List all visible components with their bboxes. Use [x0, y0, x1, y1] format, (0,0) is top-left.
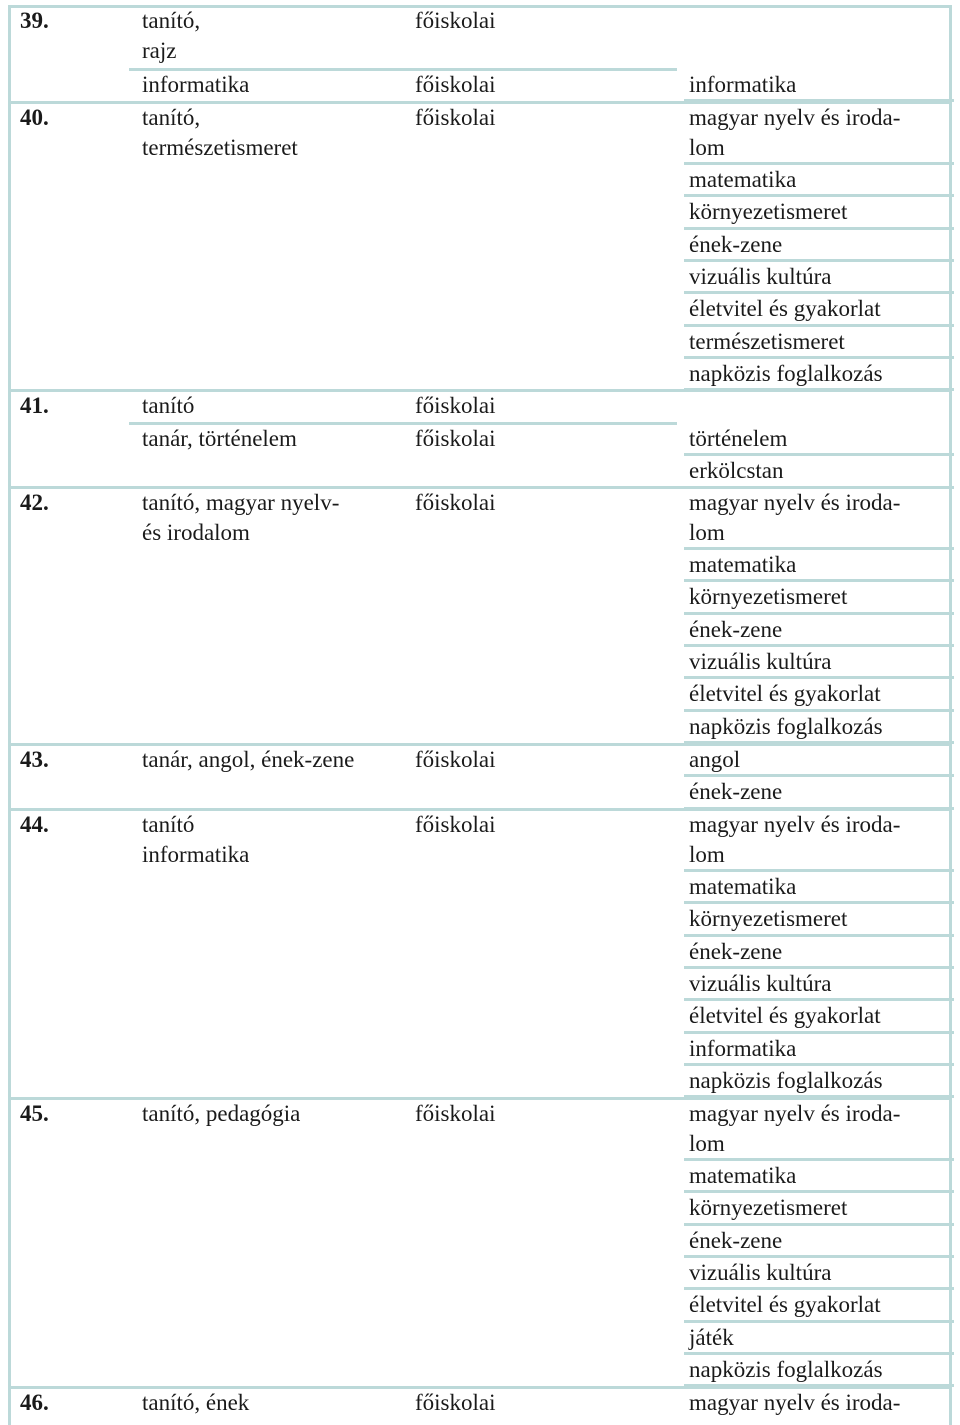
subject: matematika	[689, 874, 797, 899]
subject: angol	[689, 747, 741, 772]
subject: ének-zene	[689, 938, 783, 964]
subject: napközis foglalkozás	[689, 713, 883, 739]
subject: napközis foglalkozás	[689, 360, 883, 386]
subject: napközis foglalkozás	[689, 1067, 883, 1093]
subject: informatika	[689, 1035, 797, 1061]
subject: környezetismeret	[689, 906, 848, 932]
row-number: 45.	[20, 1101, 49, 1126]
subject: játék	[689, 1324, 734, 1350]
subject: napközis foglalkozás	[689, 1356, 883, 1382]
row-rule	[11, 743, 952, 746]
position-name: tanító,	[142, 8, 201, 33]
education-level: főiskolai	[415, 105, 496, 130]
subject: magyar nyelv és iroda-	[689, 1390, 901, 1415]
position-name: tanító, ének	[142, 1390, 250, 1415]
subject: természetismeret	[689, 328, 845, 354]
subject: történelem	[689, 426, 788, 451]
education-level: főiskolai	[415, 490, 496, 515]
subject: életvitel és gyakorlat	[689, 296, 881, 322]
subject: ének-zene	[689, 231, 783, 257]
subject: vizuális kultúra	[689, 648, 832, 674]
position-name: természetismeret	[142, 135, 298, 160]
subject: életvitel és gyakorlat	[689, 1292, 881, 1318]
subject: vizuális kultúra	[689, 970, 832, 996]
row-number: 44.	[20, 812, 49, 837]
position-name: tanár, angol, ének-zene	[142, 747, 355, 772]
row-number: 46.	[20, 1390, 49, 1415]
subject: lom	[689, 842, 725, 867]
subject: környezetismeret	[689, 199, 848, 225]
subject: matematika	[689, 1163, 797, 1188]
position-name: informatika	[142, 72, 250, 97]
row-number: 43.	[20, 747, 49, 772]
subject: vizuális kultúra	[689, 1259, 832, 1285]
row-rule	[11, 486, 952, 489]
row-rule	[11, 101, 952, 104]
education-level: főiskolai	[415, 1390, 496, 1415]
subject: informatika	[689, 72, 797, 97]
position-name: tanító	[142, 812, 195, 837]
row-number: 41.	[20, 393, 49, 418]
position-name: és irodalom	[142, 520, 250, 545]
education-level: főiskolai	[415, 1101, 496, 1126]
education-level: főiskolai	[415, 72, 496, 97]
subject: matematika	[689, 167, 797, 192]
position-name: tanító, pedagógia	[142, 1101, 301, 1126]
row-rule	[11, 808, 952, 811]
row-number: 40.	[20, 105, 49, 130]
education-level: főiskolai	[415, 747, 496, 772]
education-level: főiskolai	[415, 8, 496, 33]
education-level: főiskolai	[415, 812, 496, 837]
row-number: 39.	[20, 8, 49, 33]
subject: lom	[689, 1131, 725, 1156]
subject: matematika	[689, 552, 797, 577]
position-name: tanár, történelem	[142, 426, 297, 451]
subject: környezetismeret	[689, 1195, 848, 1221]
row-number: 42.	[20, 490, 49, 515]
row-rule	[11, 389, 952, 392]
subject: ének-zene	[689, 1227, 783, 1253]
position-name: tanító,	[142, 105, 201, 130]
subject: erkölcstan	[689, 458, 784, 484]
sub-row-rule	[129, 422, 677, 425]
sub-row-rule	[129, 68, 677, 71]
subject: magyar nyelv és iroda-	[689, 1101, 901, 1126]
subject: környezetismeret	[689, 584, 848, 610]
position-name: tanító, magyar nyelv-	[142, 490, 340, 515]
subject: ének-zene	[689, 779, 783, 805]
subject: lom	[689, 135, 725, 160]
subject: vizuális kultúra	[689, 263, 832, 289]
subject: ének-zene	[689, 616, 783, 642]
subject: életvitel és gyakorlat	[689, 681, 881, 707]
position-name: tanító	[142, 393, 195, 418]
row-rule	[11, 1386, 952, 1389]
position-name: rajz	[142, 38, 177, 63]
position-name: informatika	[142, 842, 250, 867]
subject: magyar nyelv és iroda-	[689, 490, 901, 515]
subject: lom	[689, 520, 725, 545]
subject: életvitel és gyakorlat	[689, 1003, 881, 1029]
subject: magyar nyelv és iroda-	[689, 812, 901, 837]
education-level: főiskolai	[415, 393, 496, 418]
education-level: főiskolai	[415, 426, 496, 451]
subject: magyar nyelv és iroda-	[689, 105, 901, 130]
row-rule	[11, 1097, 952, 1100]
